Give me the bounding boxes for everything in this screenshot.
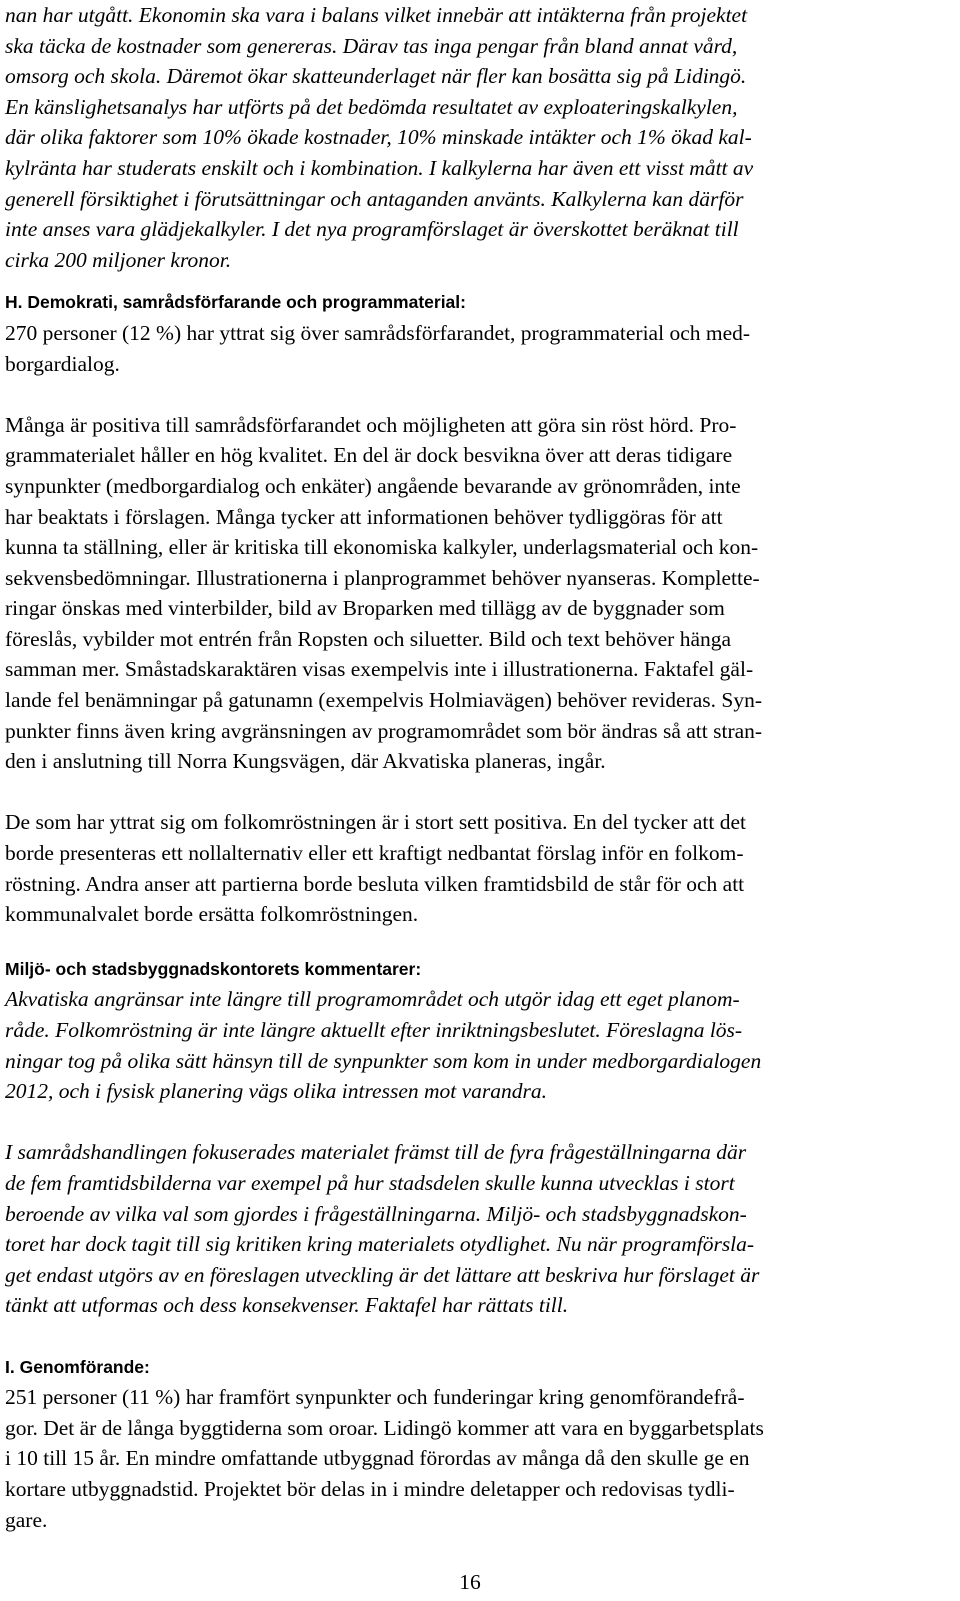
paragraph-referendum — [5, 807, 925, 929]
section-heading-h: H. Demokrati, samrådsförfarande och programmaterial: — [5, 292, 466, 313]
text-line: har beaktats i förslagen. Många tycker att informationen behöver tydliggöras för att — [5, 504, 723, 529]
text-line: där olika faktorer som 10% ökade kostnader, 10% minskade intäkter och 1% ökad kal- — [5, 125, 752, 150]
text-line: ska täcka de kostnader som genereras. Därav tas inga pengar från bland annat vård, — [5, 33, 738, 58]
text-line: gare. — [5, 1507, 48, 1532]
text-line: get endast utgörs av en föreslagen utveckling är det lättare att beskriva hur förslaget är — [5, 1262, 760, 1287]
text-line: de fem framtidsbilderna var exempel på hur stadsdelen skulle kunna utvecklas i stort — [5, 1170, 735, 1195]
text-line: kunna ta ställning, eller är kritiska till ekonomiska kalkyler, underlagsmaterial och kon- — [5, 535, 759, 560]
text-line: De som har yttrat sig om folkomröstningen är i stort sett positiva. En del tycker att det — [5, 810, 747, 835]
paragraph-democracy-feedback — [5, 410, 925, 777]
text-line: borde presenteras ett nollalternativ eller ett kraftigt nedbantat förslag inför en folkom- — [5, 841, 744, 866]
text-line: toret har dock tagit till sig kritiken kring materialets otydlighet. Nu när programförsla- — [5, 1232, 755, 1257]
text-line: lande fel benämningar på gatunamn (exempelvis Holmiavägen) behöver revideras. Syn- — [5, 688, 763, 713]
text-line: cirka 200 miljoner kronor. — [5, 247, 232, 272]
text-line: 251 personer (11 %) har framfört synpunkter och funderingar kring genomförandefrå- — [5, 1385, 745, 1410]
paragraph-democracy-count — [5, 318, 925, 379]
text-line: synpunkter (medborgardialog och enkäter) angående bevarande av grönområden, inte — [5, 473, 741, 498]
text-line: Akvatiska angränsar inte längre till programområdet och utgör idag ett eget planom- — [5, 987, 740, 1012]
text-line: föreslås, vybilder mot entrén från Ropsten och siluetter. Bild och text behöver hänga — [5, 626, 732, 651]
text-line: råde. Folkomröstning är inte längre aktuellt efter inriktningsbeslutet. Föreslagna lös- — [5, 1018, 743, 1042]
text-line: inte anses vara glädjekalkyler. I det nya programförslaget är överskottet beräknat till — [5, 217, 739, 242]
text-line: sekvensbedömningar. Illustrationerna i planprogrammet behöver nyanseras. Komplette- — [5, 565, 760, 590]
text-line: ringar önskas med vinterbilder, bild av Broparken med tillägg av de byggnader som — [5, 596, 725, 621]
section-heading-i: I. Genomförande: — [5, 1356, 150, 1377]
text-line: samman mer. Småstadskaraktären visas exempelvis inte i illustrationerna. Faktafel gäl- — [5, 657, 754, 682]
text-line: gor. Det är de långa byggtiderna som oroar. Lidingö kommer att vara en byggarbetsplats — [5, 1415, 764, 1440]
paragraph-comments-2 — [5, 1137, 925, 1321]
document-page — [5, 0, 925, 1535]
text-line: generell försiktighet i förutsättningar och antaganden använts. Kalkylerna kan därför — [5, 186, 744, 211]
paragraph-comments-1 — [5, 984, 925, 1106]
text-line: beroende av vilka val som gjordes i frågeställningarna. Miljö- och stadsbyggnadskon- — [5, 1201, 747, 1226]
text-line: 270 personer (12 %) har yttrat sig över samrådsförfarandet, programmaterial och med- — [5, 320, 751, 345]
text-line: nan har utgått. Ekonomin ska vara i balans vilket innebär att intäkterna från projektet — [5, 3, 748, 27]
text-line: kortare utbyggnadstid. Projektet bör delas in i mindre deletapper och redovisas tydli- — [5, 1476, 735, 1501]
paragraph-economy — [5, 0, 925, 275]
text-line: En känslighetsanalys har utförts på det bedömda resultatet av exploateringskalkylen, — [5, 94, 738, 119]
text-line: I samrådshandlingen fokuserades materialet främst till de fyra frågeställningarna där — [5, 1140, 747, 1165]
text-line: röstning. Andra anser att partierna borde besluta vilken framtidsbild de står för och att — [5, 871, 745, 896]
text-line: 2012, och i fysisk planering vägs olika intressen mot varandra. — [5, 1079, 548, 1104]
text-line: punkter finns även kring avgränsningen av programområdet som bör ändras så att stran- — [5, 718, 763, 743]
page-number: 16 — [459, 1570, 481, 1594]
text-line: i 10 till 15 år. En mindre omfattande utbyggnad förordas av många då den skulle ge en — [5, 1446, 750, 1471]
text-line: borgardialog. — [5, 351, 120, 376]
text-line: den i anslutning till Norra Kungsvägen, där Akvatiska planeras, ingår. — [5, 749, 606, 774]
text-line: omsorg och skola. Däremot ökar skatteunderlaget när fler kan bosätta sig på Lidingö. — [5, 64, 747, 89]
paragraph-implementation — [5, 1382, 925, 1535]
text-line: grammaterialet håller en hög kvalitet. En del är dock besvikna över att deras tidigare — [5, 443, 733, 468]
text-line: Många är positiva till samrådsförfarandet och möjligheten att göra sin röst hörd. Pro- — [5, 412, 737, 437]
text-line: tänkt att utformas och dess konsekvenser. Faktafel har rättats till. — [5, 1293, 569, 1318]
comments-heading: Miljö- och stadsbyggnadskontorets kommentarer: — [5, 958, 422, 979]
text-line: kylränta har studerats enskilt och i kombination. I kalkylerna har även ett visst mått av — [5, 155, 754, 180]
text-line: kommunalvalet borde ersätta folkomröstningen. — [5, 902, 419, 927]
text-line: ningar tog på olika sätt hänsyn till de synpunkter som kom in under medborgardialogen — [5, 1048, 762, 1073]
